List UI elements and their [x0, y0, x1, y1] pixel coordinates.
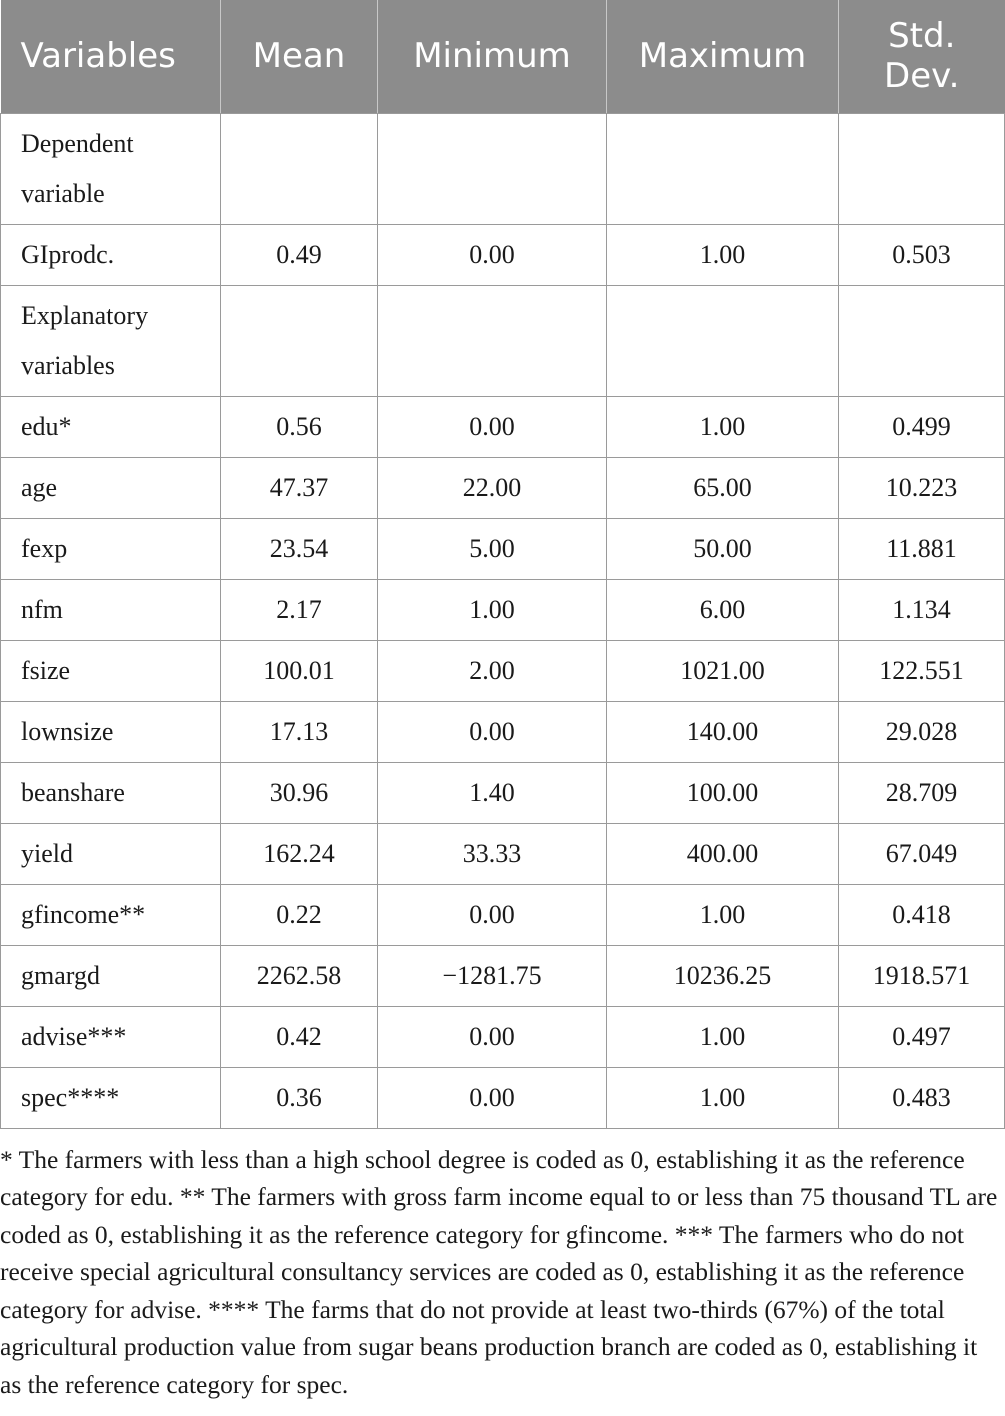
- mean-value: 17.13: [221, 701, 378, 762]
- table-row: [1, 823, 1005, 884]
- std-dev-value: 1.134: [839, 579, 1005, 640]
- minimum-value: 1.00: [378, 579, 607, 640]
- minimum-value: 0.00: [378, 224, 607, 285]
- table-row: [1, 640, 1005, 701]
- table-row: [1, 762, 1005, 823]
- std-dev-value: 28.709: [839, 762, 1005, 823]
- maximum-value: 1.00: [607, 884, 839, 945]
- minimum-value: 0.00: [378, 1006, 607, 1067]
- table-row: [1, 884, 1005, 945]
- variable-name: nfm: [1, 579, 221, 640]
- table-footnote: * The farmers with less than a high school degree is coded as 0, establishing it as the reference category for edu. ** The farmers with gross farm income equal to or less than 75 thousand TL are coded as 0, establishing it as the reference category for gfincome. *** The farmers who do not receive special agricultural consultancy services are coded as 0, establishing it as the reference category for advise. **** The farms that do not provide at least two-thirds (67%) of the total agricultural production value from sugar beans production branch are coded as 0, establishing it as the reference category for spec.: [0, 1144, 998, 1400]
- explanatory-rows: [1, 396, 1005, 1128]
- maximum-value: 1021.00: [607, 640, 839, 701]
- minimum-value: 0.00: [378, 884, 607, 945]
- empty-cell: [839, 285, 1005, 396]
- header-mean: Mean: [221, 0, 378, 113]
- maximum-value: 1.00: [607, 396, 839, 457]
- header-std-dev: Std. Dev.: [839, 0, 1005, 113]
- header-row: [1, 0, 1005, 113]
- std-dev-value: 0.503: [839, 224, 1005, 285]
- variable-name: fexp: [1, 518, 221, 579]
- section-row-explanatory: [1, 285, 1005, 396]
- minimum-value: 33.33: [378, 823, 607, 884]
- std-dev-value: 122.551: [839, 640, 1005, 701]
- empty-cell: [607, 113, 839, 224]
- table-row: [1, 1006, 1005, 1067]
- minimum-value: 5.00: [378, 518, 607, 579]
- maximum-value: 1.00: [607, 224, 839, 285]
- maximum-value: 100.00: [607, 762, 839, 823]
- table-row: [1, 579, 1005, 640]
- mean-value: 23.54: [221, 518, 378, 579]
- empty-cell: [221, 285, 378, 396]
- table-row: [1, 518, 1005, 579]
- variable-name: yield: [1, 823, 221, 884]
- table-row: [1, 945, 1005, 1006]
- minimum-value: 0.00: [378, 396, 607, 457]
- std-dev-value: 11.881: [839, 518, 1005, 579]
- variable-name: lownsize: [1, 701, 221, 762]
- variable-name: advise***: [1, 1006, 221, 1067]
- std-dev-value: 0.418: [839, 884, 1005, 945]
- variable-name: spec****: [1, 1067, 221, 1128]
- maximum-value: 140.00: [607, 701, 839, 762]
- minimum-value: 2.00: [378, 640, 607, 701]
- table-row: [1, 224, 1005, 285]
- variable-name: age: [1, 457, 221, 518]
- table-row: [1, 1067, 1005, 1128]
- empty-cell: [378, 285, 607, 396]
- std-dev-value: 0.483: [839, 1067, 1005, 1128]
- mean-value: 0.22: [221, 884, 378, 945]
- maximum-value: 50.00: [607, 518, 839, 579]
- section-label-dependent: Dependent variable: [1, 113, 221, 224]
- variable-name: GIprodc.: [1, 224, 221, 285]
- section-label-explanatory: Explanatory variables: [1, 285, 221, 396]
- mean-value: 100.01: [221, 640, 378, 701]
- header-maximum: Maximum: [607, 0, 839, 113]
- maximum-value: 1.00: [607, 1006, 839, 1067]
- std-dev-value: 0.499: [839, 396, 1005, 457]
- mean-value: 162.24: [221, 823, 378, 884]
- header-variables: Variables: [1, 0, 221, 113]
- variable-name: fsize: [1, 640, 221, 701]
- variable-name: gmargd: [1, 945, 221, 1006]
- mean-value: 2.17: [221, 579, 378, 640]
- empty-cell: [839, 113, 1005, 224]
- variable-name: gfincome**: [1, 884, 221, 945]
- mean-value: 47.37: [221, 457, 378, 518]
- minimum-value: 0.00: [378, 1067, 607, 1128]
- table-row: [1, 701, 1005, 762]
- mean-value: 0.56: [221, 396, 378, 457]
- maximum-value: 10236.25: [607, 945, 839, 1006]
- mean-value: 30.96: [221, 762, 378, 823]
- table-row: [1, 457, 1005, 518]
- mean-value: 0.42: [221, 1006, 378, 1067]
- minimum-value: 0.00: [378, 701, 607, 762]
- std-dev-value: 1918.571: [839, 945, 1005, 1006]
- maximum-value: 400.00: [607, 823, 839, 884]
- header-minimum: Minimum: [378, 0, 607, 113]
- minimum-value: 22.00: [378, 457, 607, 518]
- variable-name: beanshare: [1, 762, 221, 823]
- maximum-value: 1.00: [607, 1067, 839, 1128]
- std-dev-value: 10.223: [839, 457, 1005, 518]
- table-row: [1, 396, 1005, 457]
- variable-name: edu*: [1, 396, 221, 457]
- std-dev-value: 29.028: [839, 701, 1005, 762]
- empty-cell: [378, 113, 607, 224]
- std-dev-value: 0.497: [839, 1006, 1005, 1067]
- section-row-dependent: [1, 113, 1005, 224]
- mean-value: 2262.58: [221, 945, 378, 1006]
- maximum-value: 6.00: [607, 579, 839, 640]
- maximum-value: 65.00: [607, 457, 839, 518]
- minimum-value: 1.40: [378, 762, 607, 823]
- empty-cell: [221, 113, 378, 224]
- mean-value: 0.49: [221, 224, 378, 285]
- mean-value: 0.36: [221, 1067, 378, 1128]
- empty-cell: [607, 285, 839, 396]
- std-dev-value: 67.049: [839, 823, 1005, 884]
- minimum-value: −1281.75: [378, 945, 607, 1006]
